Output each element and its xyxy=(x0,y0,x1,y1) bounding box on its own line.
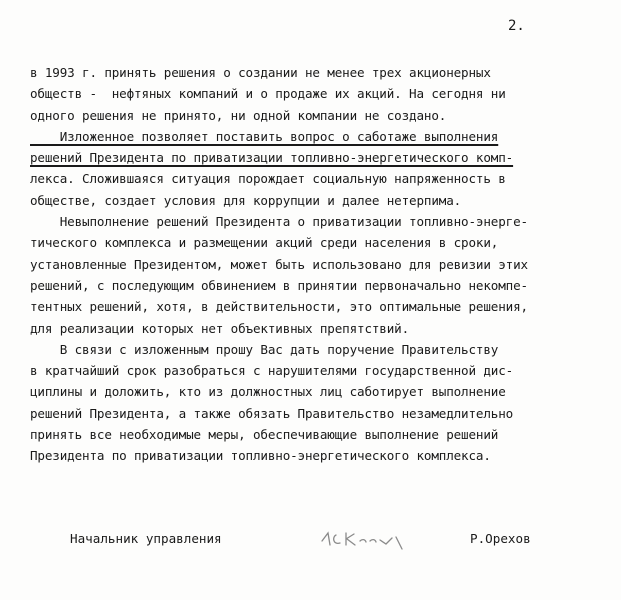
text-line: циплины и доложить, кто из должностных лиц саботирует выполнение xyxy=(30,384,506,400)
text-line: в кратчайший срок разобраться с нарушителями государственной дис- xyxy=(30,363,514,379)
text-line: одного решения не принято, ни одной компании не создано. xyxy=(30,107,447,123)
signatory-name: Р.Орехов xyxy=(470,531,531,546)
text-line: лекса. Сложившаяся ситуация порождает социальную напряженность в xyxy=(30,171,506,187)
underlined-text-line: Изложенное позволяет поставить вопрос о саботаже выполнения xyxy=(30,128,499,144)
text-line: решений Президента, а также обязать Правительство незамедлительно xyxy=(30,405,514,421)
text-line: установленные Президентом, может быть использовано для ревизии этих xyxy=(30,256,528,272)
text-line: для реализации которых нет объективных препятствий. xyxy=(30,320,410,336)
text-line: в 1993 г. принять решения о создании не менее трех акционерных xyxy=(30,65,491,80)
letter-body xyxy=(30,62,590,467)
text-line: обществ - нефтяных компаний и о продаже их акций. На сегодня ни xyxy=(30,86,506,102)
text-line: тического комплекса и размещении акций среди населения в сроки, xyxy=(30,235,499,251)
text-line: В связи с изложенным прошу Вас дать поручение Правительству xyxy=(30,341,499,357)
handwritten-signature xyxy=(318,527,418,553)
signatory-title: Начальник управления xyxy=(70,531,222,546)
page-number: 2. xyxy=(508,18,525,34)
text-line: Президента по приватизации топливно-энергетического комплекса. xyxy=(30,448,491,464)
text-line: Невыполнение решений Президента о приватизации топливно-энерге- xyxy=(30,214,528,230)
text-line: решений, с последующим обвинением в принятии первоначально некомпе- xyxy=(30,277,528,293)
text-line: принять все необходимые меры, обеспечивающие выполнение решений xyxy=(30,427,499,443)
signature-block xyxy=(0,527,621,551)
text-line: тентных решений, хотя, в действительности, это оптимальные решения, xyxy=(30,299,528,315)
underlined-text-line: решений Президента по приватизации топливно-энергетического комп- xyxy=(30,150,514,166)
text-line: обществе, создает условия для коррупции и далее нетерпима. xyxy=(30,192,462,208)
